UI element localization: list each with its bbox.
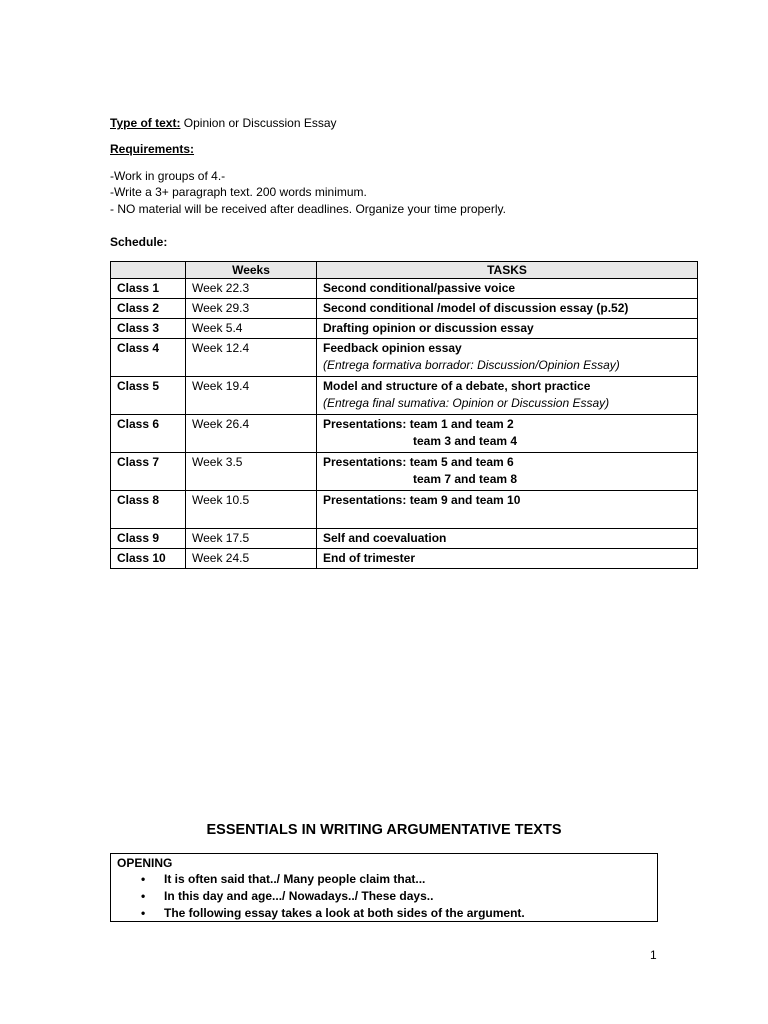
class-cell: Class 10 [111,549,186,569]
opening-list [111,871,657,922]
task-text: Presentations: team 5 and team 6 [323,455,514,469]
task-cell: Drafting opinion or discussion essay [317,319,698,339]
class-cell: Class 5 [111,377,186,415]
type-of-text-line [110,115,337,131]
list-item-text: The following essay takes a look at both sides of the argument. [164,906,525,920]
type-of-text-label: Type of text: [110,116,181,130]
bullet-icon: • [141,872,146,886]
opening-title: OPENING [117,856,173,870]
task-cell: Self and coevaluation [317,529,698,549]
week-cell: Week 10.5 [186,491,317,529]
week-cell: Week 22.3 [186,279,317,299]
class-cell: Class 1 [111,279,186,299]
task-cell: End of trimester [317,549,698,569]
requirement-item: - NO material will be received after deadlines. Organize your time properly. [110,202,506,216]
task-text-continued: team 3 and team 4 [413,434,518,448]
header-class [111,262,186,279]
class-cell: Class 3 [111,319,186,339]
table-row [111,319,698,339]
list-item [111,888,657,905]
list-item [111,871,657,888]
week-cell: Week 5.4 [186,319,317,339]
table-row [111,279,698,299]
task-cell [317,415,698,453]
task-cell: Presentations: team 9 and team 10 [317,491,698,529]
header-tasks: TASKS [317,262,698,279]
requirement-item: -Write a 3+ paragraph text. 200 words minimum. [110,185,367,199]
table-row [111,529,698,549]
task-note: (Entrega formativa borrador: Discussion/Opinion Essay) [323,358,620,372]
table-row [111,491,698,529]
list-item-text: In this day and age.../ Nowadays../ These days.. [164,889,434,903]
bullet-icon: • [141,906,146,920]
page-number: 1 [650,948,657,962]
opening-box [110,853,658,922]
table-row [111,549,698,569]
class-cell: Class 8 [111,491,186,529]
class-cell: Class 7 [111,453,186,491]
table-row [111,299,698,319]
task-cell [317,339,698,377]
class-cell: Class 2 [111,299,186,319]
class-cell: Class 4 [111,339,186,377]
table-row [111,377,698,415]
class-cell: Class 6 [111,415,186,453]
essentials-heading: ESSENTIALS IN WRITING ARGUMENTATIVE TEXTS [206,822,562,838]
schedule-heading: Schedule: [110,235,168,249]
week-cell: Week 19.4 [186,377,317,415]
task-cell [317,377,698,415]
table-row [111,339,698,377]
header-weeks: Weeks [186,262,317,279]
week-cell: Week 24.5 [186,549,317,569]
week-cell: Week 17.5 [186,529,317,549]
week-cell: Week 12.4 [186,339,317,377]
task-cell: Second conditional /model of discussion essay (p.52) [317,299,698,319]
class-cell: Class 9 [111,529,186,549]
table-row [111,453,698,491]
bullet-icon: • [141,889,146,903]
week-cell: Week 26.4 [186,415,317,453]
week-cell: Week 3.5 [186,453,317,491]
requirement-item: -Work in groups of 4.- [110,169,226,183]
table-header-row [111,262,698,279]
list-item-text: It is often said that../ Many people claim that... [164,872,426,886]
task-cell [317,453,698,491]
task-text-continued: team 7 and team 8 [413,472,518,486]
week-cell: Week 29.3 [186,299,317,319]
task-text: Presentations: team 1 and team 2 [323,417,514,431]
task-text: Model and structure of a debate, short practice [323,379,591,393]
task-text: Feedback opinion essay [323,341,462,355]
type-of-text-value: Opinion or Discussion Essay [180,116,337,130]
table-row [111,415,698,453]
list-item [111,905,657,922]
task-note: (Entrega final sumativa: Opinion or Discussion Essay) [323,396,610,410]
schedule-table [110,261,698,569]
task-cell: Second conditional/passive voice [317,279,698,299]
requirements-heading: Requirements: [110,142,195,156]
